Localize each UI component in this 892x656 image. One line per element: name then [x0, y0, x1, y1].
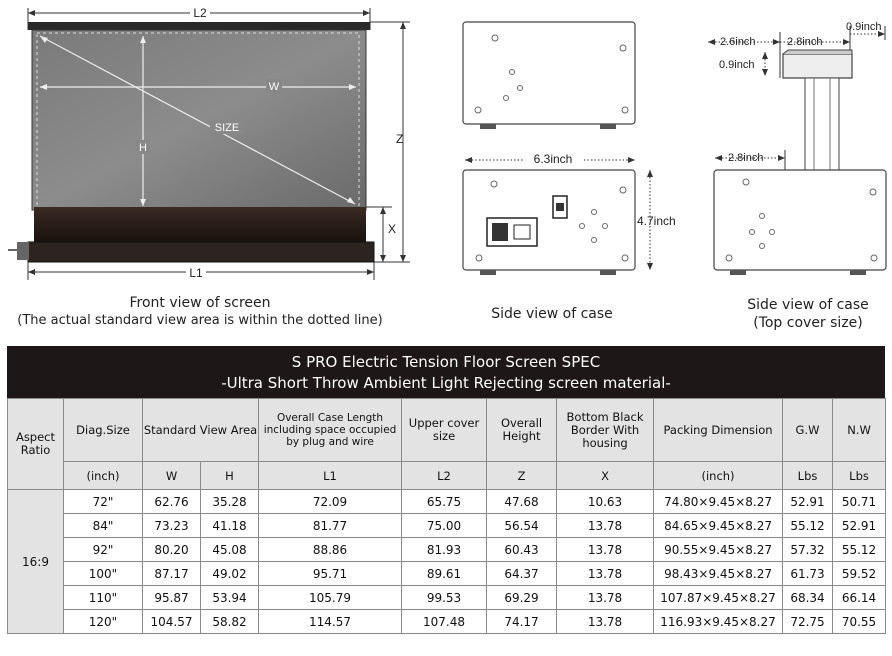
cell-diag-size: 72" [64, 490, 143, 514]
cell-gross-weight: 55.12 [783, 514, 833, 538]
cell-cover-l2: 99.53 [402, 586, 487, 610]
label-top-d4: 0.9inch [719, 59, 755, 71]
unit-nw: Lbs [833, 462, 886, 490]
spec-title-bar [7, 346, 885, 398]
unit-l1: L1 [259, 462, 402, 490]
cell-diag-size: 92" [64, 538, 143, 562]
spec-table [7, 398, 886, 634]
unit-gw: Lbs [783, 462, 833, 490]
table-row [8, 490, 886, 514]
header-overall-height: Overall Height [487, 399, 557, 462]
cell-gross-weight: 57.32 [783, 538, 833, 562]
label-side-width: 6.3inch [533, 152, 573, 166]
cell-height-z: 74.17 [487, 610, 557, 634]
cell-diag-size: 84" [64, 514, 143, 538]
cell-height-z: 60.43 [487, 538, 557, 562]
front-view-drawing [8, 4, 410, 280]
label-top-d2: 2.8inch [787, 36, 823, 48]
label-l1: L1 [189, 266, 203, 280]
cell-view-w: 80.20 [143, 538, 201, 562]
cell-view-w: 104.57 [143, 610, 201, 634]
label-side-height: 4.7inch [637, 214, 676, 228]
cell-view-h: 53.94 [201, 586, 259, 610]
table-row [8, 586, 886, 610]
cell-border-x: 13.78 [557, 610, 654, 634]
spec-title: S PRO Electric Tension Floor Screen SPEC [291, 353, 601, 371]
cell-border-x: 13.78 [557, 562, 654, 586]
front-view-subtitle: (The actual standard view area is within the dotted line) [17, 313, 383, 328]
unit-diag: (inch) [64, 462, 143, 490]
header-bottom-border: Bottom Black Border With housing [557, 399, 654, 462]
header-packing: Packing Dimension [654, 399, 783, 462]
spec-body [8, 490, 886, 634]
unit-packing: (inch) [654, 462, 783, 490]
top-cover-drawing [708, 21, 886, 275]
side-view-title: Side view of case [491, 306, 613, 322]
cell-gross-weight: 68.34 [783, 586, 833, 610]
cell-net-weight: 50.71 [833, 490, 886, 514]
cell-view-h: 41.18 [201, 514, 259, 538]
unit-w: W [143, 462, 201, 490]
cell-net-weight: 70.55 [833, 610, 886, 634]
cell-gross-weight: 61.73 [783, 562, 833, 586]
cell-height-z: 56.54 [487, 514, 557, 538]
units-row [8, 462, 886, 490]
cell-view-h: 58.82 [201, 610, 259, 634]
cell-net-weight: 52.91 [833, 514, 886, 538]
cell-view-w: 62.76 [143, 490, 201, 514]
table-row [8, 514, 886, 538]
cell-case-l1: 88.86 [259, 538, 402, 562]
aspect-ratio-cell: 16:9 [8, 490, 64, 634]
side-view-caption [462, 305, 642, 323]
cell-packing-dim: 98.43×9.45×8.27 [654, 562, 783, 586]
label-top-d5: 2.8inch [728, 152, 764, 164]
cell-case-l1: 114.57 [259, 610, 402, 634]
cell-cover-l2: 81.93 [402, 538, 487, 562]
spec-subtitle: -Ultra Short Throw Ambient Light Rejecting screen material- [221, 374, 671, 392]
cell-cover-l2: 65.75 [402, 490, 487, 514]
cell-case-l1: 95.71 [259, 562, 402, 586]
cell-view-w: 73.23 [143, 514, 201, 538]
label-h: H [139, 142, 147, 154]
table-row [8, 538, 886, 562]
cell-case-l1: 81.77 [259, 514, 402, 538]
front-view-title: Front view of screen [129, 295, 271, 311]
cell-net-weight: 59.52 [833, 562, 886, 586]
cell-cover-l2: 75.00 [402, 514, 487, 538]
cell-packing-dim: 84.65×9.45×8.27 [654, 514, 783, 538]
cell-packing-dim: 90.55×9.45×8.27 [654, 538, 783, 562]
table-row [8, 610, 886, 634]
cell-border-x: 13.78 [557, 538, 654, 562]
cell-diag-size: 100" [64, 562, 143, 586]
label-x: X [388, 222, 397, 236]
cell-view-h: 49.02 [201, 562, 259, 586]
header-aspect: Aspect Ratio [8, 399, 64, 490]
unit-l2: L2 [402, 462, 487, 490]
cell-view-w: 87.17 [143, 562, 201, 586]
header-gw: G.W [783, 399, 833, 462]
label-top-d3: 0.9inch [846, 21, 882, 33]
header-nw: N.W [833, 399, 886, 462]
cell-diag-size: 120" [64, 610, 143, 634]
cell-border-x: 13.78 [557, 514, 654, 538]
cell-case-l1: 72.09 [259, 490, 402, 514]
cell-case-l1: 105.79 [259, 586, 402, 610]
label-l2: L2 [193, 6, 207, 20]
label-w: W [268, 81, 280, 93]
header-row [8, 399, 886, 462]
top-cover-title: Side view of case [747, 297, 869, 313]
cell-cover-l2: 89.61 [402, 562, 487, 586]
cell-gross-weight: 52.91 [783, 490, 833, 514]
cell-gross-weight: 72.75 [783, 610, 833, 634]
cell-packing-dim: 116.93×9.45×8.27 [654, 610, 783, 634]
cell-border-x: 13.78 [557, 586, 654, 610]
header-standard-view: Standard View Area [143, 399, 259, 462]
cell-height-z: 47.68 [487, 490, 557, 514]
top-cover-subtitle: (Top cover size) [753, 315, 863, 331]
table-row [8, 562, 886, 586]
cell-diag-size: 110" [64, 586, 143, 610]
cell-cover-l2: 107.48 [402, 610, 487, 634]
header-diag: Diag.Size [64, 399, 143, 462]
label-top-d1: 2.6inch [720, 36, 756, 48]
cell-net-weight: 66.14 [833, 586, 886, 610]
label-z: Z [396, 132, 404, 146]
cell-view-h: 45.08 [201, 538, 259, 562]
unit-h: H [201, 462, 259, 490]
cell-border-x: 10.63 [557, 490, 654, 514]
cell-net-weight: 55.12 [833, 538, 886, 562]
cell-view-w: 95.87 [143, 586, 201, 610]
header-overall-case: Overall Case Length including space occupied by plug and wire [259, 399, 402, 462]
cell-view-h: 35.28 [201, 490, 259, 514]
unit-x: X [557, 462, 654, 490]
label-size: SIZE [214, 122, 240, 134]
front-view-caption [0, 294, 400, 330]
cell-packing-dim: 74.80×9.45×8.27 [654, 490, 783, 514]
cell-height-z: 69.29 [487, 586, 557, 610]
unit-z: Z [487, 462, 557, 490]
cell-packing-dim: 107.87×9.45×8.27 [654, 586, 783, 610]
header-upper-cover: Upper cover size [402, 399, 487, 462]
cell-height-z: 64.37 [487, 562, 557, 586]
side-case-drawing [463, 22, 676, 275]
top-cover-caption [724, 296, 892, 332]
